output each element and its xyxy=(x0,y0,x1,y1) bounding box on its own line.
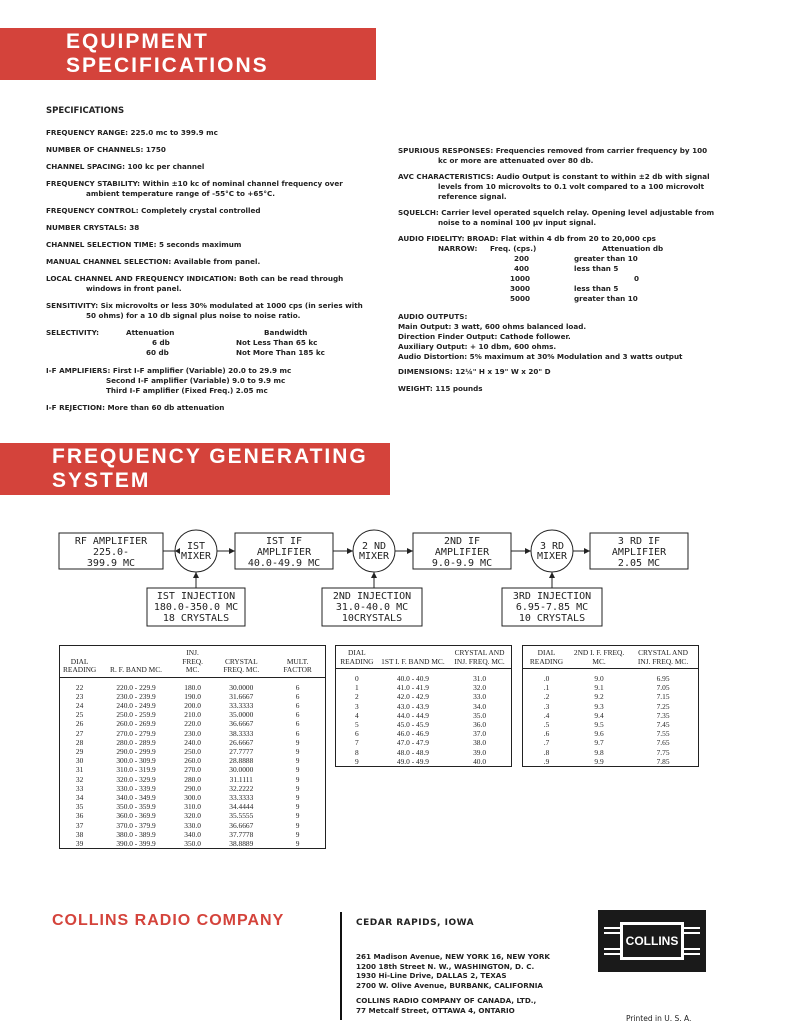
table-row xyxy=(523,748,699,757)
narrow-freq-header: Freq. (cps.) xyxy=(490,244,537,253)
table-cell: 9.6 xyxy=(594,729,604,739)
if2-label: AMPLIFIER xyxy=(434,547,490,558)
selectivity-cell: Not Less Than 65 kc xyxy=(236,338,318,347)
selectivity-cell: 6 db xyxy=(152,338,170,347)
table-cell: 26.6667 xyxy=(229,737,254,747)
table-cell: 290.0 - 299.9 xyxy=(116,746,156,756)
inj1-freq: 180.0-350.0 MC xyxy=(153,602,239,613)
table-cell: 39.0 xyxy=(473,747,487,757)
selectivity-cell: 60 db xyxy=(146,348,169,357)
narrow-cell: less than 5 xyxy=(574,284,619,293)
spec-crystals: NUMBER CRYSTALS: 38 xyxy=(46,223,140,232)
table-row xyxy=(336,711,512,720)
if3-title: 3 RD IF xyxy=(617,536,661,547)
table-row xyxy=(523,692,699,701)
mixer1-label: MIXER xyxy=(180,551,212,562)
inj2-freq: 31.0-40.0 MC xyxy=(335,602,409,613)
table-cell: 9.3 xyxy=(594,701,604,711)
rf-amp-title: RF AMPLIFIER xyxy=(74,536,148,547)
table-cell: 390.0 - 399.9 xyxy=(116,838,156,848)
table-row xyxy=(523,757,699,767)
table-cell: 7.45 xyxy=(656,720,670,730)
table-cell: 39 xyxy=(75,838,84,848)
table-cell: 37 xyxy=(75,820,84,830)
table-cell: 6 xyxy=(355,729,359,739)
table-cell: 6 xyxy=(295,728,300,738)
table-cell: 34.4444 xyxy=(229,802,254,812)
banner-title: FREQUENCY GENERATING SYSTEM xyxy=(52,445,368,492)
table-cell: 210.0 xyxy=(184,710,201,720)
narrow-cell: less than 5 xyxy=(574,264,619,273)
table-cell: 180.0 xyxy=(184,682,201,692)
table-row xyxy=(60,756,326,765)
table-cell: .2 xyxy=(543,692,550,702)
column-header: DIAL READING xyxy=(60,646,100,678)
table-cell: 4 xyxy=(355,710,359,720)
column-header: DIAL READING xyxy=(523,646,571,669)
second-if-table xyxy=(522,645,699,767)
narrow-cell: greater than 10 xyxy=(574,294,638,303)
table-cell: .8 xyxy=(543,747,550,757)
table-cell: 36.6667 xyxy=(229,820,254,830)
table-cell: 320.0 - 329.9 xyxy=(116,774,156,784)
printed-in-usa: Printed in U. S. A. xyxy=(626,1014,692,1023)
selectivity-label: SELECTIVITY: xyxy=(46,328,100,337)
table-row xyxy=(60,839,326,849)
arrow-head xyxy=(347,548,353,554)
table-cell: 35.0000 xyxy=(229,710,254,720)
spec-main-output: Main Output: 3 watt, 600 ohms balanced load. xyxy=(398,322,587,331)
table-cell: 9 xyxy=(295,829,300,839)
table-cell: 9 xyxy=(295,774,300,784)
table-cell: 25 xyxy=(75,710,84,720)
table-cell: 38 xyxy=(75,829,84,839)
table-cell: 6 xyxy=(295,710,300,720)
inj1-title: IST INJECTION xyxy=(156,591,236,602)
address-line: 2700 W. Olive Avenue, BURBANK, CALIFORNIA xyxy=(356,980,543,990)
arrow-head xyxy=(175,548,180,554)
table-row xyxy=(523,738,699,747)
table-cell: 30.0000 xyxy=(229,682,254,692)
table-row xyxy=(336,748,512,757)
inj3-freq: 6.95-7.85 MC xyxy=(515,602,589,613)
table-cell: 380.0 - 389.9 xyxy=(116,829,156,839)
spec-dimensions: DIMENSIONS: 12¼" H x 19" W x 20" D xyxy=(398,367,551,376)
table-row xyxy=(60,738,326,747)
table-cell: 9 xyxy=(295,756,300,766)
column-header: CRYSTAL AND INJ. FREQ. MC. xyxy=(628,646,698,669)
table-cell: .0 xyxy=(543,674,550,683)
spec-if-amplifier-3: Third I-F amplifier (Fixed Freq.) 2.05 mc xyxy=(106,386,268,395)
table-cell: 0 xyxy=(355,674,359,683)
table-cell: 31.6667 xyxy=(229,691,254,701)
spec-if-rejection: I-F REJECTION: More than 60 db attenuation xyxy=(46,403,225,412)
table-cell: 36.0 xyxy=(473,720,487,730)
table-cell: 35.0 xyxy=(473,710,487,720)
arrow-head xyxy=(407,548,413,554)
spec-frequency-range: FREQUENCY RANGE: 225.0 mc to 399.9 mc xyxy=(46,128,218,137)
table-cell: .3 xyxy=(543,701,550,711)
if3-freq: 2.05 MC xyxy=(617,558,661,569)
spec-distortion: Audio Distortion: 5% maximum at 30% Modulation and 3 watts output xyxy=(398,352,683,361)
table-cell: 7.65 xyxy=(656,738,670,748)
spec-avc: AVC CHARACTERISTICS: Audio Output is constant to within ±2 db with signal levels from 10 microvolts to 0.1 volt compared to a 100 microvolt reference signal. xyxy=(398,172,710,201)
table-cell: 300.0 xyxy=(184,792,201,802)
inj3-crystals: 10 CRYSTALS xyxy=(518,613,586,624)
table-cell: 9.1 xyxy=(594,683,604,693)
table-row xyxy=(523,720,699,729)
spec-aux-output: Auxiliary Output: + 10 dbm, 600 ohms. xyxy=(398,342,557,351)
address-line: 261 Madison Avenue, NEW YORK 16, NEW YORK xyxy=(356,952,550,961)
table-cell: 31.0 xyxy=(473,674,487,683)
table-cell: 9 xyxy=(355,756,359,766)
column-header: CRYSTAL AND INJ. FREQ. MC. xyxy=(448,646,511,669)
table-cell: 7.05 xyxy=(656,683,670,693)
table-cell: 190.0 xyxy=(184,691,201,701)
table-cell: 9 xyxy=(295,746,300,756)
table-cell: 9 xyxy=(295,765,300,775)
table-cell: 9 xyxy=(295,820,300,830)
mixer3-label: 3 RD xyxy=(539,541,565,552)
table-row xyxy=(336,720,512,729)
table-cell: 22 xyxy=(75,682,84,692)
selectivity-col1-header: Attenuation xyxy=(126,328,175,337)
table-cell: 33 xyxy=(75,783,84,793)
table-cell: 9.4 xyxy=(594,710,604,720)
table-cell: 30 xyxy=(75,756,84,766)
narrow-atten-header: Attenuation db xyxy=(602,244,664,253)
if1-title: IST IF xyxy=(265,536,303,547)
table-row xyxy=(60,747,326,756)
narrow-cell: 200 xyxy=(514,254,530,263)
arrow-head xyxy=(525,548,531,554)
table-row xyxy=(60,811,326,820)
narrow-cell: 1000 xyxy=(510,274,531,283)
specs-heading: SPECIFICATIONS xyxy=(46,106,125,116)
spec-manual: MANUAL CHANNEL SELECTION: Available from panel. xyxy=(46,257,261,266)
table-cell: 9 xyxy=(295,811,300,821)
table-cell: .7 xyxy=(543,738,550,748)
table-cell: 260.0 xyxy=(184,756,201,766)
table-cell: 30.0000 xyxy=(229,765,254,775)
table-cell: 240.0 xyxy=(184,737,201,747)
table-cell: 5 xyxy=(355,720,359,730)
table-cell: 24 xyxy=(75,700,84,710)
table-cell: .1 xyxy=(543,683,550,693)
table-cell: 330.0 - 339.9 xyxy=(116,783,156,793)
address-line: 1930 Hi-Line Drive, DALLAS 2, TEXAS xyxy=(356,971,507,981)
spec-squelch: SQUELCH: Carrier level operated squelch relay. Opening level adjustable from noise to a nominal 100 μv input signal. xyxy=(398,208,715,227)
table-row xyxy=(336,683,512,692)
table-cell: 6 xyxy=(295,700,300,710)
table-row xyxy=(523,729,699,738)
narrow-cell: greater than 10 xyxy=(574,254,638,263)
inj2-title: 2ND INJECTION xyxy=(332,591,412,602)
table-cell: 6 xyxy=(295,682,300,692)
table-cell: 43.0 - 43.9 xyxy=(396,701,429,711)
table-cell: 37.0 xyxy=(473,729,487,739)
arrow-head xyxy=(584,548,590,554)
table-cell: 33.3333 xyxy=(229,700,254,710)
canada-office: COLLINS RADIO COMPANY OF CANADA, LTD., xyxy=(356,996,537,1006)
table-cell: 9.5 xyxy=(594,720,604,730)
spec-df-output: Direction Finder Output: Cathode follower. xyxy=(398,332,571,341)
table-cell: 46.0 - 46.9 xyxy=(396,729,429,739)
table-cell: 310.0 - 319.9 xyxy=(116,765,156,775)
table-row xyxy=(336,692,512,701)
table-row xyxy=(336,669,512,684)
table-cell: 300.0 - 309.9 xyxy=(116,756,156,766)
table-cell: 45.0 - 45.9 xyxy=(396,720,429,730)
table-cell: 7.35 xyxy=(656,710,670,720)
arrow-head xyxy=(371,572,377,578)
table-cell: 9.8 xyxy=(594,747,604,757)
logo-text: COLLINS xyxy=(625,934,679,948)
table-cell: 33.3333 xyxy=(229,792,254,802)
table-row xyxy=(523,683,699,692)
table-cell: 280.0 - 289.9 xyxy=(116,737,156,747)
table-cell: 230.0 - 239.9 xyxy=(116,691,156,701)
company-city: CEDAR RAPIDS, IOWA xyxy=(356,918,475,928)
table-row xyxy=(60,710,326,719)
table-cell: 37.7778 xyxy=(229,829,254,839)
table-cell: 9 xyxy=(295,783,300,793)
if2-title: 2ND IF xyxy=(443,536,481,547)
table-cell: 6 xyxy=(295,691,300,701)
narrow-cell: 400 xyxy=(514,264,530,273)
table-cell: 230.0 xyxy=(184,728,201,738)
table-cell: 9 xyxy=(295,737,300,747)
table-cell: 23 xyxy=(75,691,84,701)
inj2-crystals: 10CRYSTALS xyxy=(341,613,403,624)
spec-if-amplifier-2: Second I-F amplifier (Variable) 9.0 to 9.9 mc xyxy=(106,376,286,385)
footer-divider xyxy=(340,912,342,1020)
table-cell: 38.3333 xyxy=(229,728,254,738)
table-cell: 31 xyxy=(75,765,84,775)
table-cell: 7.15 xyxy=(656,692,670,702)
table-cell: 9 xyxy=(295,838,300,848)
spec-audio-fidelity: AUDIO FIDELITY: BROAD: Flat within 4 db from 20 to 20,000 cps xyxy=(398,234,656,243)
narrow-label: NARROW: xyxy=(438,244,478,253)
table-cell: 6 xyxy=(295,719,300,729)
table-cell: 28.8888 xyxy=(229,756,254,766)
if2-freq: 9.0-9.9 MC xyxy=(431,558,493,569)
table-cell: 27.7777 xyxy=(229,746,254,756)
table-cell: 33.0 xyxy=(473,692,487,702)
table-row xyxy=(523,669,699,684)
table-cell: 34.0 xyxy=(473,701,487,711)
table-cell: 340.0 - 349.9 xyxy=(116,792,156,802)
narrow-cell: 3000 xyxy=(510,284,531,293)
table-cell: 29 xyxy=(75,746,84,756)
table-cell: 1 xyxy=(355,683,359,693)
table-cell: 47.0 - 47.9 xyxy=(396,738,429,748)
spec-spacing: CHANNEL SPACING: 100 kc per channel xyxy=(46,162,205,171)
table-row xyxy=(336,738,512,747)
narrow-cell: 0 xyxy=(634,274,640,283)
table-cell: 200.0 xyxy=(184,700,201,710)
table-cell: 32.2222 xyxy=(229,783,254,793)
table-cell: 370.0 - 379.9 xyxy=(116,820,156,830)
table-row xyxy=(336,702,512,711)
spec-stability: FREQUENCY STABILITY: Within ±10 kc of nominal channel frequency over ambient temperature range of -55°C to +65°C. xyxy=(46,179,343,198)
canada-address: 77 Metcalf Street, OTTAWA 4, ONTARIO xyxy=(356,1005,515,1015)
spec-spurious: SPURIOUS RESPONSES: Frequencies removed from carrier frequency by 100 kc or more are attenuated over 80 db. xyxy=(398,146,708,165)
table-row xyxy=(60,793,326,802)
table-cell: 26 xyxy=(75,719,84,729)
table-cell: 34 xyxy=(75,792,84,802)
table-cell: 38.0 xyxy=(473,738,487,748)
table-cell: 49.0 - 49.9 xyxy=(396,756,429,766)
first-if-table xyxy=(335,645,512,767)
mixer2-label: 2 ND xyxy=(361,541,387,552)
table-cell: 35.5555 xyxy=(229,811,254,821)
table-cell: 220.0 xyxy=(184,719,201,729)
table-cell: 9.2 xyxy=(594,692,604,702)
banner-title: EQUIPMENT SPECIFICATIONS xyxy=(66,30,269,77)
table-cell: 270.0 xyxy=(184,765,201,775)
arrow-head xyxy=(549,572,555,578)
column-header: 2ND I. F. FREQ. MC. xyxy=(570,646,628,669)
table-cell: 32 xyxy=(75,774,84,784)
table-cell: 7.55 xyxy=(656,729,670,739)
table-cell: 220.0 - 229.9 xyxy=(116,682,156,692)
table-row xyxy=(60,765,326,774)
table-row xyxy=(60,784,326,793)
mixer1-label: IST xyxy=(186,541,206,552)
column-header: MULT. FACTOR xyxy=(270,646,325,678)
column-header: DIAL READING xyxy=(336,646,378,669)
spec-selection-time: CHANNEL SELECTION TIME: 5 seconds maximum xyxy=(46,240,242,249)
rf-amp-range: 225.0- xyxy=(92,547,130,558)
rf-amp-range: 399.9 MC xyxy=(86,558,136,569)
table-row xyxy=(60,677,326,692)
mixer2-label: MIXER xyxy=(358,551,390,562)
table-row xyxy=(60,775,326,784)
table-cell: 7.25 xyxy=(656,701,670,711)
table-cell: 250.0 xyxy=(184,746,201,756)
table-cell: .6 xyxy=(543,729,550,739)
table-cell: 350.0 xyxy=(184,838,201,848)
table-cell: 250.0 - 259.9 xyxy=(116,710,156,720)
table-row xyxy=(336,757,512,767)
spec-if-amplifier-1: I-F AMPLIFIERS: First I-F amplifier (Variable) 20.0 to 29.9 mc xyxy=(46,366,292,375)
spec-sensitivity: SENSITIVITY: Six microvolts or less 30% modulated at 1000 cps (in series with 50 ohms) for a 10 db signal plus noise to noise ratio. xyxy=(46,301,363,320)
spec-audio-outputs-heading: AUDIO OUTPUTS: xyxy=(398,312,468,321)
table-cell: 40.0 xyxy=(473,756,487,766)
table-cell: 9.0 xyxy=(594,674,604,683)
table-cell: 360.0 - 369.9 xyxy=(116,811,156,821)
table-cell: .5 xyxy=(543,720,550,730)
table-cell: 32.0 xyxy=(473,683,487,693)
table-cell: 320.0 xyxy=(184,811,201,821)
rf-band-table xyxy=(59,645,326,849)
arrow-head xyxy=(193,572,199,578)
table-cell: 35 xyxy=(75,802,84,812)
table-cell: 310.0 xyxy=(184,802,201,812)
selectivity-cell: Not More Than 185 kc xyxy=(236,348,325,357)
if1-label: AMPLIFIER xyxy=(256,547,312,558)
table-cell: 31.1111 xyxy=(229,774,253,784)
column-header: INJ. FREQ. MC. xyxy=(173,646,212,678)
table-cell: 36 xyxy=(75,811,84,821)
selectivity-col2-header: Bandwidth xyxy=(264,328,308,337)
table-row xyxy=(60,802,326,811)
table-cell: 290.0 xyxy=(184,783,201,793)
table-cell: 7.75 xyxy=(656,747,670,757)
inj3-title: 3RD INJECTION xyxy=(512,591,592,602)
table-cell: 44.0 - 44.9 xyxy=(396,710,429,720)
table-cell: 7.85 xyxy=(656,756,670,766)
table-cell: 40.0 - 40.9 xyxy=(396,674,429,683)
table-row xyxy=(60,701,326,710)
table-cell: 36.6667 xyxy=(229,719,254,729)
table-cell: .9 xyxy=(543,756,550,766)
table-row xyxy=(336,729,512,738)
table-cell: 340.0 xyxy=(184,829,201,839)
table-cell: 38.8889 xyxy=(229,838,254,848)
table-cell: 330.0 xyxy=(184,820,201,830)
table-cell: 9 xyxy=(295,792,300,802)
mixer3-label: MIXER xyxy=(536,551,568,562)
column-header: R. F. BAND MC. xyxy=(99,646,173,678)
table-cell: 8 xyxy=(355,747,359,757)
office-addresses xyxy=(356,952,550,1016)
spec-channels: NUMBER OF CHANNELS: 1750 xyxy=(46,145,166,154)
table-cell: 280.0 xyxy=(184,774,201,784)
table-row xyxy=(60,729,326,738)
narrow-cell: 5000 xyxy=(510,294,531,303)
address-line: 1200 18th Street N. W., WASHINGTON, D. C. xyxy=(356,961,535,971)
table-row xyxy=(523,711,699,720)
table-cell: 41.0 - 41.9 xyxy=(396,683,429,693)
table-cell: 27 xyxy=(75,728,84,738)
if1-freq: 40.0-49.9 MC xyxy=(247,558,321,569)
spec-control: FREQUENCY CONTROL: Completely crystal controlled xyxy=(46,206,261,215)
table-cell: 260.0 - 269.9 xyxy=(116,719,156,729)
table-cell: 9.9 xyxy=(594,756,604,766)
table-cell: 7 xyxy=(355,738,359,748)
table-cell: 6.95 xyxy=(656,674,670,683)
inj1-crystals: 18 CRYSTALS xyxy=(162,613,230,624)
table-row xyxy=(60,692,326,701)
spec-weight: WEIGHT: 115 pounds xyxy=(398,384,483,393)
table-cell: 3 xyxy=(355,701,359,711)
table-cell: 48.0 - 48.9 xyxy=(396,747,429,757)
spec-local: LOCAL CHANNEL AND FREQUENCY INDICATION: Both can be read through windows in front panel. xyxy=(46,274,344,293)
table-row xyxy=(60,830,326,839)
company-name: COLLINS RADIO COMPANY xyxy=(52,912,285,929)
table-cell: 270.0 - 279.9 xyxy=(116,728,156,738)
table-cell: 42.0 - 42.9 xyxy=(396,692,429,702)
table-cell: 9 xyxy=(295,802,300,812)
arrow-head xyxy=(229,548,235,554)
table-cell: 2 xyxy=(355,692,359,702)
table-row xyxy=(523,702,699,711)
if3-label: AMPLIFIER xyxy=(611,547,667,558)
table-row xyxy=(60,821,326,830)
column-header: 1ST I. F. BAND MC. xyxy=(378,646,448,669)
table-cell: 28 xyxy=(75,737,84,747)
column-header: CRYSTAL FREQ. MC. xyxy=(212,646,270,678)
table-cell: 9.7 xyxy=(594,738,604,748)
table-cell: 240.0 - 249.9 xyxy=(116,700,156,710)
table-cell: 350.0 - 359.9 xyxy=(116,802,156,812)
collins-logo xyxy=(598,910,706,972)
table-cell: .4 xyxy=(543,710,550,720)
table-row xyxy=(60,719,326,728)
